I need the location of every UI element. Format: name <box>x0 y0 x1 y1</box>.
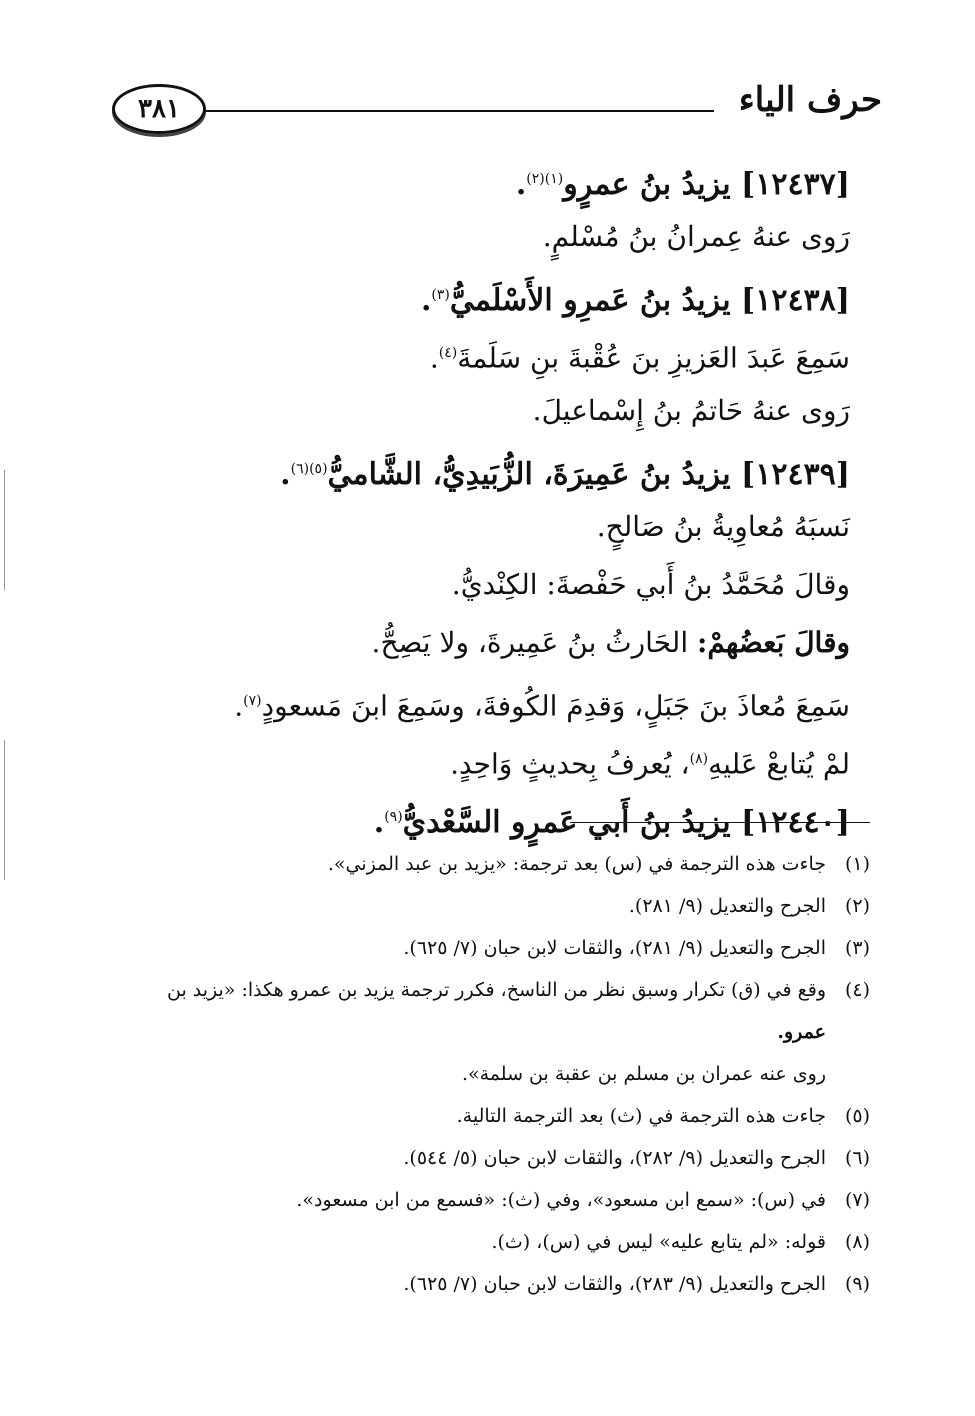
entry-name: يزيدُ بنُ عَمِيرَةَ، الزُّبَيدِيُّ، الشَّاميُّ <box>327 457 731 492</box>
footnote <box>130 1179 870 1221</box>
line-text: الحَارثُ بنُ عَمِيرةَ، ولا يَصِحُّ. <box>371 626 697 659</box>
footnote-ref: (٣) <box>431 287 450 303</box>
footnote-text: وقع في (ق) تكرار وسبق نظر من الناسخ، فكرر ترجمة يزيد بن عمرو هكذا: «يزيد بن <box>166 979 826 1001</box>
footnotes <box>130 843 870 1305</box>
entry-number: [١٢٤٣٨] <box>741 283 850 318</box>
chapter-title: حرف الياء <box>738 80 882 120</box>
footnote <box>130 927 870 969</box>
entry-number: [١٢٤٤٠] <box>741 805 850 840</box>
line-text: لمْ يُتابعْ عَليهِ <box>708 747 850 781</box>
scan-edge-mark <box>4 740 5 880</box>
line-text: رَوى عنهُ حَاتمُ بنُ إِسْماعيلَ. <box>532 394 850 427</box>
line-end: ، يُعرفُ بِحديثٍ وَاحِدٍ. <box>450 747 690 781</box>
entry-line <box>130 440 850 498</box>
footnote <box>130 969 870 1011</box>
text-line <box>130 672 850 730</box>
line-text: رَوى عنهُ عِمرانُ بنُ مُسْلمٍ. <box>542 220 850 253</box>
footnote-ref: (١)(٢) <box>526 171 564 187</box>
footnote-text: الجرح والتعديل (٩/ ٢٨١). <box>628 895 826 917</box>
line-text: وقالَ مُحَمَّدُ بنُ أَبي حَفْصةَ: الكِنْديُّ. <box>451 568 850 601</box>
footnote-text: الجرح والتعديل (٩/ ٢٨٢)، والثقات لابن حبان (٥/ ٥٤٤). <box>403 1147 826 1169</box>
line-text: سَمِعَ مُعاذَ بنَ جَبَلٍ، وَقدِمَ الكُوفةَ، وسَمِعَ ابنَ مَسعودٍ <box>261 689 850 723</box>
footnote <box>130 1263 870 1305</box>
footnote-number: (٢) <box>844 895 870 917</box>
footnote-text: في (س): «سمع ابن مسعود»، وفي (ث): «فسمع من ابن مسعود». <box>296 1189 826 1211</box>
footnote-number: (٩) <box>844 1273 870 1295</box>
entry-name: يزيدُ بنُ عَمرِو الأَسْلَميُّ <box>449 283 731 318</box>
entry-number: [١٢٤٣٩] <box>741 457 850 492</box>
footnote <box>130 843 870 885</box>
entry-name: يزيدُ بنُ عمرٍو <box>563 167 731 202</box>
entry-number: [١٢٤٣٧] <box>741 167 850 202</box>
line-end: . <box>420 283 432 318</box>
line-end: . <box>429 341 439 375</box>
page-header <box>112 78 882 138</box>
footnote <box>130 885 870 927</box>
line-end: . <box>515 167 527 202</box>
footnote-ref: (٧) <box>243 693 262 709</box>
footnote-number: (٥) <box>844 1105 870 1127</box>
footnote-ref: (٩) <box>384 809 403 825</box>
footnote <box>130 1137 870 1179</box>
footnote <box>130 1095 870 1137</box>
footnote-number: (٦) <box>844 1147 870 1169</box>
line-lead: وقالَ بَعضُهمْ: <box>697 626 850 659</box>
line-text: نَسبَهُ مُعاوِيةُ بنُ صَالحٍ. <box>596 510 850 543</box>
text-line <box>130 208 850 266</box>
footnote-number: (٤) <box>844 979 870 1001</box>
line-end: . <box>234 689 244 723</box>
footnote-ref: (٥)(٦) <box>290 461 328 477</box>
scan-edge-mark <box>4 470 5 590</box>
footnote-number: (٣) <box>844 937 870 959</box>
entry-line <box>130 150 850 208</box>
footnote-text: جاءت هذه الترجمة في (س) بعد ترجمة: «يزيد بن عبد المزني». <box>327 853 826 875</box>
footnote-number: (٨) <box>844 1231 870 1253</box>
footnote-text: الجرح والتعديل (٩/ ٢٨١)، والثقات لابن حبان (٧/ ٦٢٥). <box>403 937 826 959</box>
footnote <box>130 1221 870 1263</box>
footnote-continuation: عمرو. <box>777 1021 826 1043</box>
text-line <box>130 556 850 614</box>
footnote-number: (١) <box>844 853 870 875</box>
text-line <box>130 730 850 788</box>
page-number: ٣٨١ <box>112 84 206 134</box>
footnote-text: قوله: «لم يتابع عليه» ليس في (س)، (ث). <box>491 1231 826 1253</box>
text-line <box>130 382 850 440</box>
line-end: . <box>280 457 291 492</box>
entry-line <box>130 788 850 846</box>
entry-line <box>130 266 850 324</box>
text-line <box>130 614 850 672</box>
header-rule <box>204 110 714 112</box>
line-text: سَمِعَ عَبدَ العَزيزِ بنَ عُقْبةَ بنِ سَلَمةَ <box>457 341 850 375</box>
main-text <box>130 150 850 846</box>
line-end: . <box>373 805 385 840</box>
footnote-ref: (٤) <box>438 345 458 361</box>
text-line <box>130 324 850 382</box>
footnote-text: الجرح والتعديل (٩/ ٢٨٣)، والثقات لابن حبان (٧/ ٦٢٥). <box>403 1273 826 1295</box>
footnote-number: (٧) <box>844 1189 870 1211</box>
entry-name: يزيدُ بنُ أَبي عَمرٍو السَّعْديُّ <box>402 805 731 840</box>
footnote-separator <box>570 822 870 823</box>
footnote-continuation: روى عنه عمران بن مسلم بن عقبة بن سلمة». <box>461 1063 826 1085</box>
footnote-ref: (٨) <box>689 751 709 767</box>
text-line <box>130 498 850 556</box>
footnote-text: جاءت هذه الترجمة في (ث) بعد الترجمة التالية. <box>456 1105 826 1127</box>
